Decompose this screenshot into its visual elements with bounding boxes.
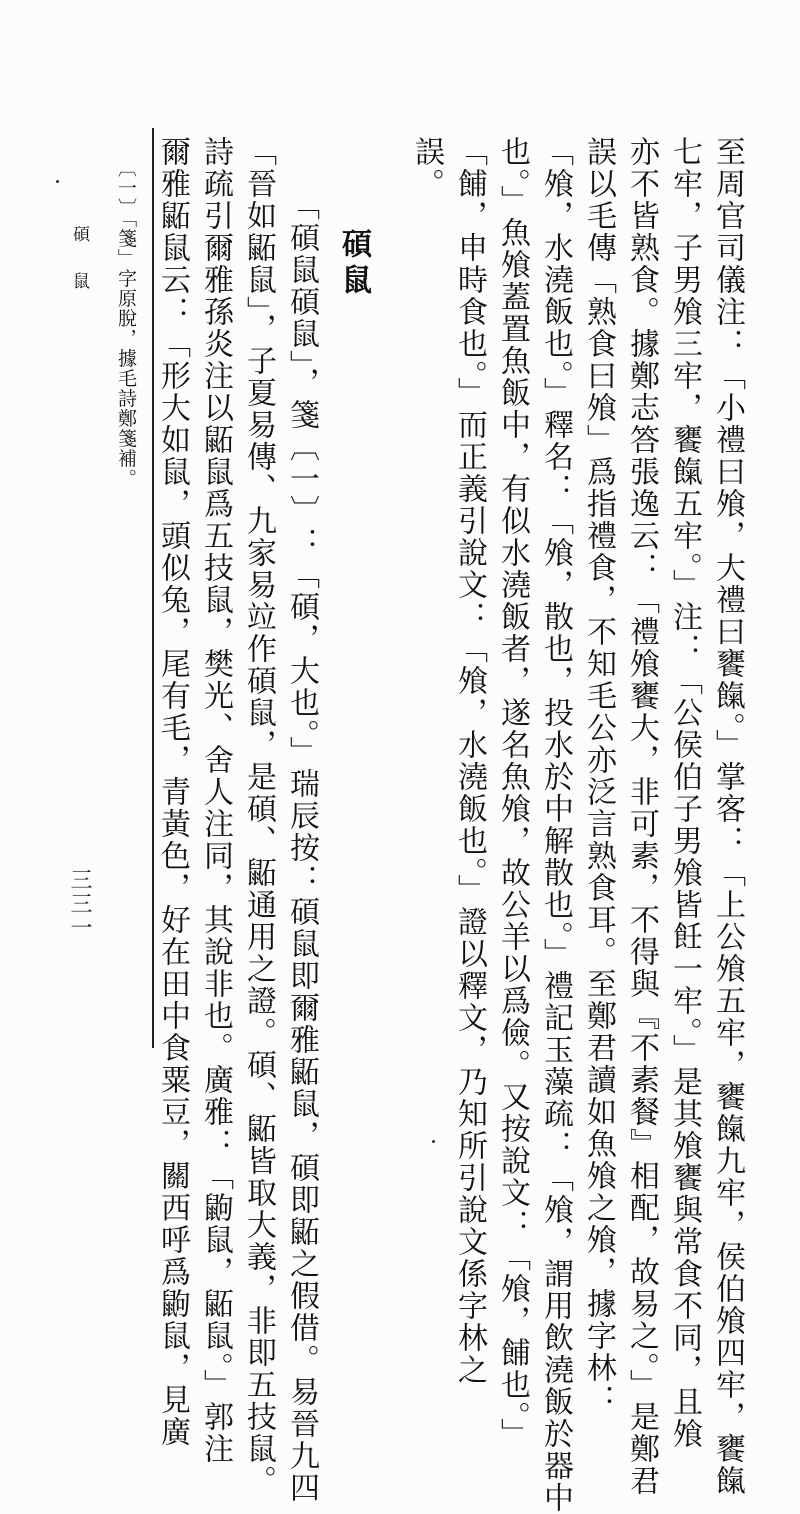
commentary-column: 亦不皆熟食。據鄭志答張逸云：「禮飧饔大，非可素，不得與『不素餐』相配，故易之。」是鄭君 — [624, 136, 659, 1497]
commentary-column: 誤以毛傳「熟食曰飧」爲指禮食，不知毛公亦泛言熟食耳。至鄭君讀如魚飧之飧，據字林： — [581, 136, 616, 1416]
footnote-divider — [152, 128, 154, 1048]
scan-speck — [432, 1140, 435, 1143]
commentary-column: 誤。 — [409, 136, 444, 200]
commentary-column: 也。」魚飧蓋置魚飯中，有似水澆飯者，遂名魚飧，故公羊以爲儉。又按說文：「飧，餔也。」 — [495, 136, 530, 1450]
running-title: 碩鼠 — [69, 225, 89, 319]
poem-commentary-column: 「碩鼠碩鼠」，箋〔一〕：「碩，大也。」瑞辰按：碩鼠即爾雅鼫鼠，碩即鼫之假借。易晉九四 — [284, 190, 319, 1504]
commentary-column: 「餔，申時食也。」而正義引說文：「飧，水澆飯也。」證以釋文，乃知所引說文係字林之 — [452, 136, 487, 1386]
section-heading: 碩鼠 — [336, 228, 371, 300]
commentary-column: 七牢，子男飧三牢，饔餼五牢。」注：「公侯伯子男飧皆飪一牢。」是其飧饔與常食不同，且飧 — [667, 136, 702, 1450]
poem-commentary-column: 詩疏引爾雅孫炎注以鼫鼠爲五技鼠，樊光、舍人注同，其說非也。廣雅：「鼩鼠，鼫鼠。」郭注 — [198, 136, 233, 1465]
commentary-column: 「飧，水澆飯也。」釋名：「飧，散也，投水於中解散也。」禮記玉藻疏：「飧，謂用飲澆飯於器中 — [538, 136, 573, 1514]
poem-commentary-column: 「晉如鼫鼠」，子夏易傳、九家易竝作碩鼠，是碩、鼫通用之證。碩、鼫皆取大義，非即五技鼠。 — [241, 136, 276, 1497]
footnote: 〔一〕「箋」字原脫，據毛詩鄭箋補。 — [115, 158, 137, 489]
commentary-column: 至周官司儀注：「小禮曰飧，大禮曰饔餼。」掌客：「上公飧五牢，饔餼九牢，侯伯飧四牢，饔餼 — [710, 136, 745, 1497]
page-number: 三三一 — [67, 868, 92, 940]
scan-speck — [56, 180, 59, 183]
poem-commentary-column: 爾雅鼫鼠云：「形大如鼠，頭似兔，尾有毛，青黃色，好在田中食粟豆，關西呼爲鼩鼠，見廣 — [155, 136, 190, 1448]
